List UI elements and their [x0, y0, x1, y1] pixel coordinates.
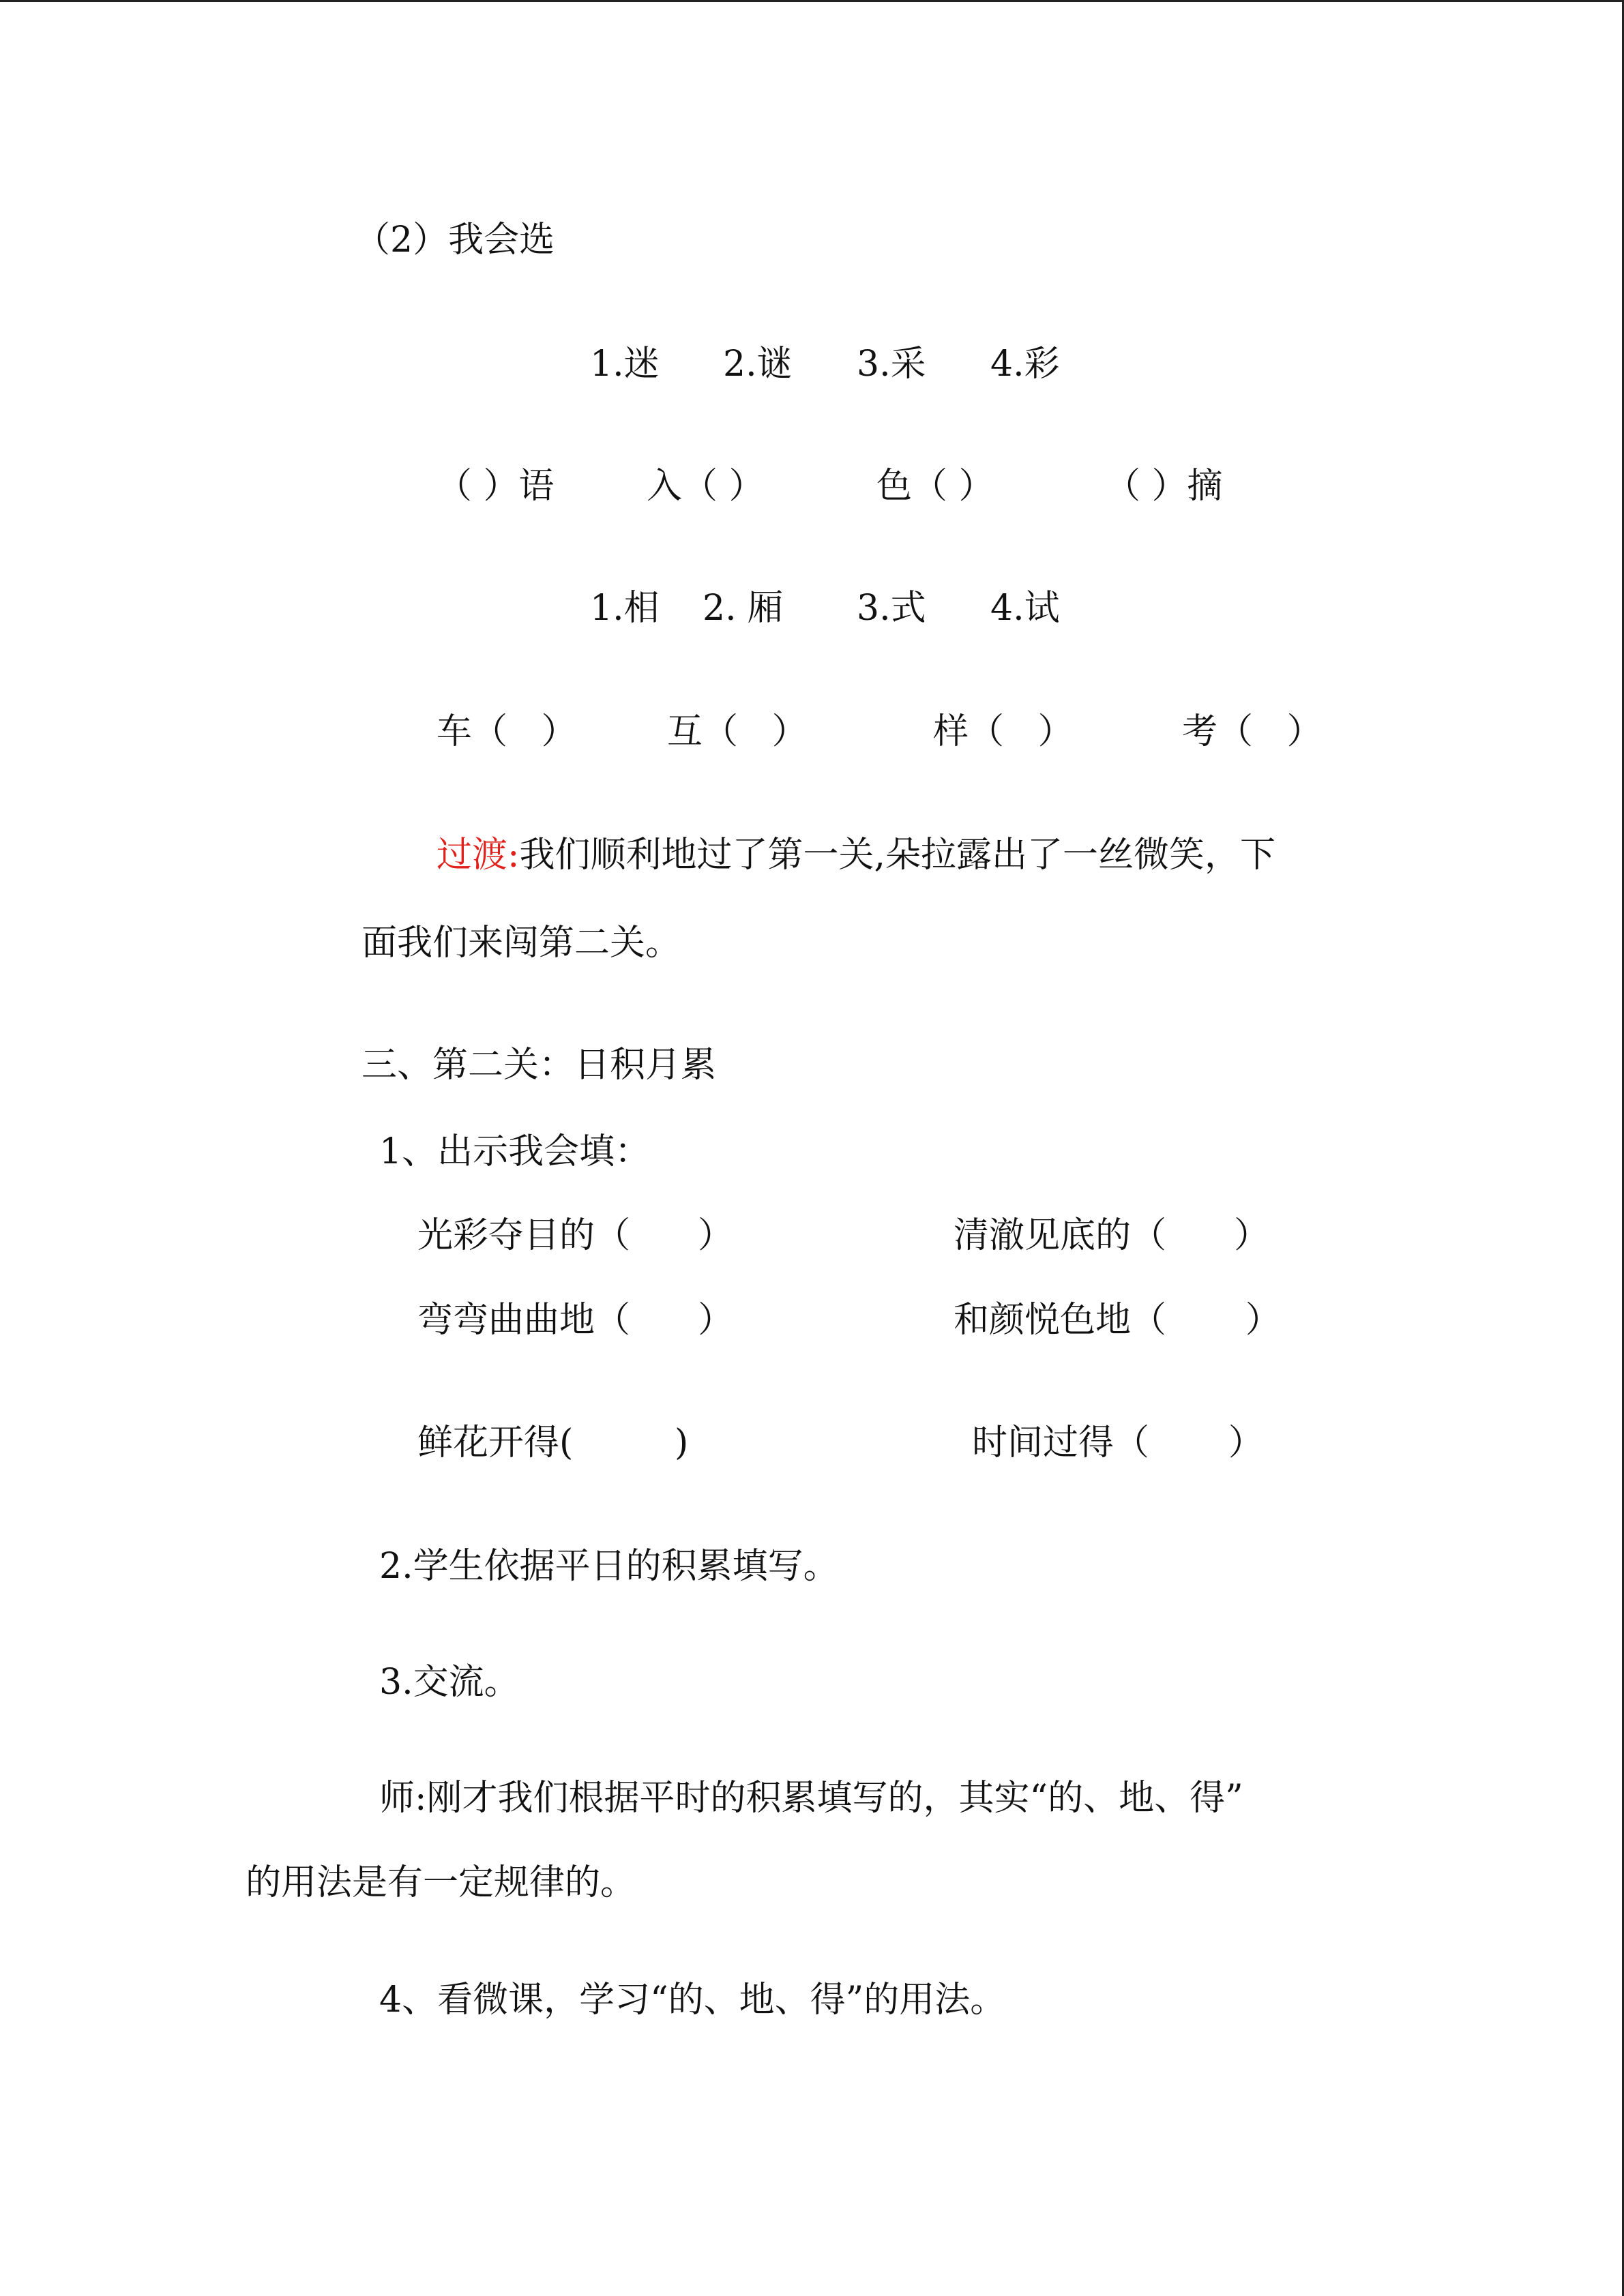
choice-option: 4.彩 [990, 344, 1060, 385]
phrase-blank: 鲜花开得( ) [417, 1422, 689, 1463]
choice-option: 2. 厢 [703, 588, 784, 629]
transition-label: 过渡: [437, 835, 520, 876]
item-1-heading: 1、出示我会填： [379, 1131, 651, 1172]
phrase-blank: 清澈见底的（ ） [954, 1215, 1270, 1256]
transition-continuation: 面我们来闯第二关。 [361, 923, 681, 964]
choice-option: 1.相 [590, 588, 660, 629]
item-4: 4、看微课，学习“的、地、得”的用法。 [379, 1980, 1006, 2021]
fill-blank: 互（ ） [667, 711, 808, 752]
fill-blank: 车（ ） [437, 711, 577, 752]
transition-paragraph [437, 835, 1275, 876]
choice-option: 3.采 [857, 344, 926, 385]
phrase-blank: 时间过得（ ） [972, 1422, 1264, 1463]
fill-blank: 色（ ） [876, 466, 994, 507]
item-2: 2.学生依据平日的积累填写。 [379, 1546, 839, 1587]
choice-option: 4.试 [990, 588, 1060, 629]
fill-blank: 样（ ） [933, 711, 1074, 752]
fill-blank: （ ）语 [437, 466, 555, 507]
phrase-blank: 弯弯曲曲地（ ） [417, 1300, 734, 1341]
fill-blank: 考（ ） [1182, 711, 1323, 752]
transition-text: 我们顺利地过了第一关,朵拉露出了一丝微笑，下 [519, 835, 1276, 876]
item-3: 3.交流。 [379, 1662, 520, 1703]
phrase-blank: 光彩夺目的（ ） [417, 1215, 734, 1256]
choice-option: 2.谜 [723, 344, 793, 385]
phrase-blank: 和颜悦色地（ ） [954, 1300, 1281, 1341]
choice-option: 3.式 [857, 588, 926, 629]
teacher-paragraph: 师:刚才我们根据平时的积累填写的，其实“的、地、得” [379, 1778, 1243, 1819]
fill-blank: （ ）摘 [1105, 466, 1223, 507]
section-heading-2: （2）我会选 [355, 220, 555, 260]
teacher-continuation: 的用法是有一定规律的。 [246, 1862, 636, 1903]
part-3-heading: 三、第二关：日积月累 [361, 1045, 717, 1086]
fill-blank: 入（ ） [647, 466, 765, 507]
choice-option: 1.迷 [590, 344, 660, 385]
